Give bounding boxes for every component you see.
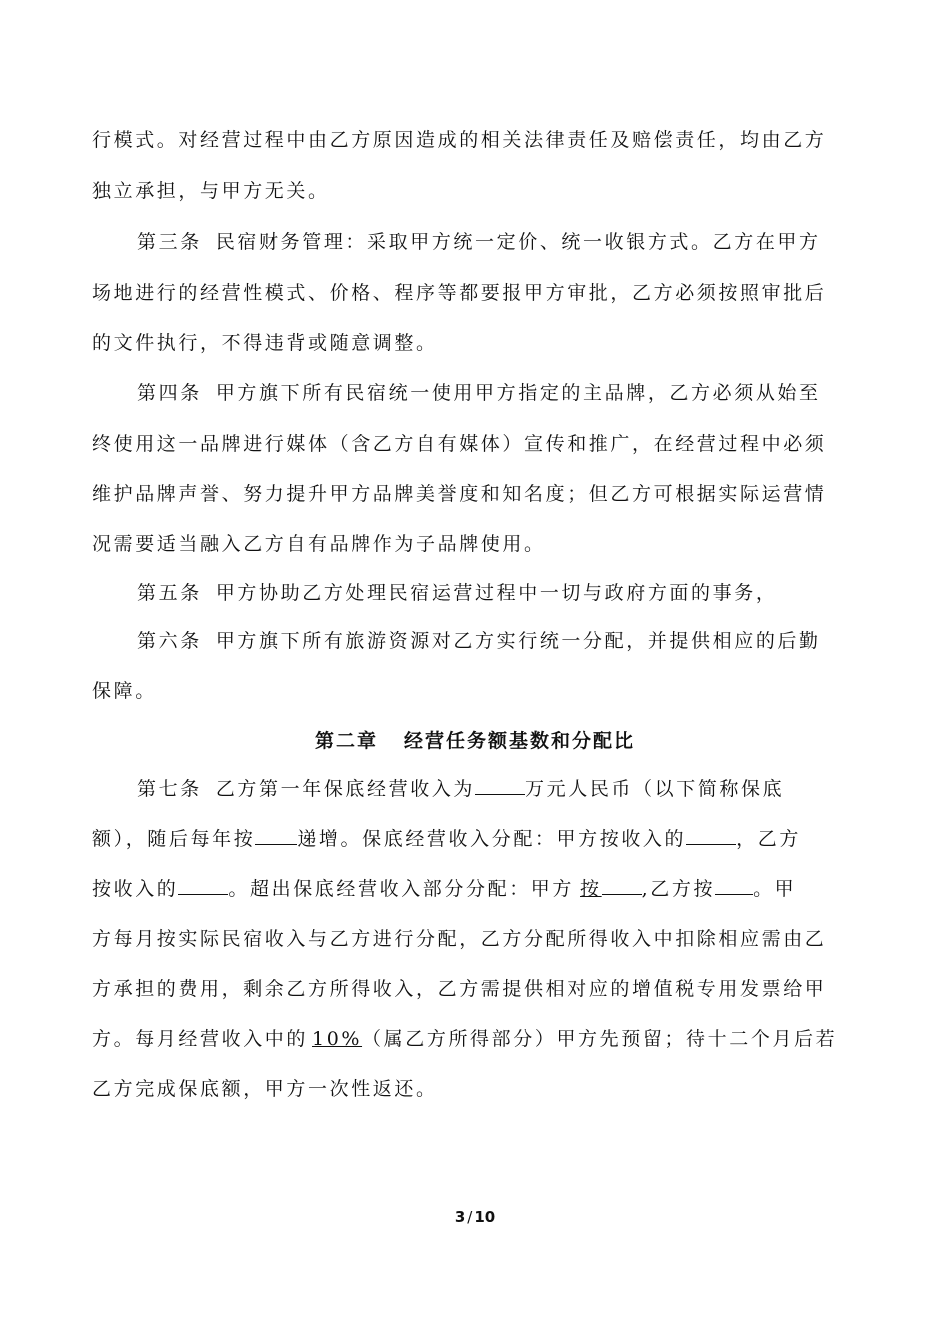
article-text: 。超出保底经营收入部分分配：甲方 [228, 878, 575, 900]
chapter-heading [0, 727, 950, 755]
paragraph-line: 况需要适当融入乙方自有品牌作为子品牌使用。 [92, 533, 546, 555]
paragraph-line: 行模式。对经营过程中由乙方原因造成的相关法律责任及赔偿责任，均由乙方 [92, 129, 827, 151]
paragraph-line: 维护品牌声誉、努力提升甲方品牌美誉度和知名度；但乙方可根据实际运营情 [92, 483, 827, 505]
article-text: 额），随后每年按 [92, 828, 256, 850]
article-text: 按收入的 [92, 878, 179, 900]
fill-in-blank[interactable] [178, 876, 228, 895]
article-text: 方。每月经营收入中的 [92, 1028, 309, 1050]
chapter-number: 第二章 [314, 730, 378, 752]
article-number: 第七条 [137, 778, 202, 800]
article-number: 第三条 [137, 231, 202, 253]
fill-in-blank[interactable] [475, 776, 525, 795]
fill-in-blank[interactable] [715, 876, 753, 895]
fill-in-blank[interactable] [255, 826, 297, 845]
paragraph-line: 独立承担，与甲方无关。 [92, 180, 330, 202]
total-pages: 10 [474, 1208, 496, 1226]
paragraph-line: 方承担的费用，剩余乙方所得收入，乙方需提供相对应的增值税专用发票给甲 [92, 978, 827, 1000]
paragraph-line [92, 825, 852, 853]
article-7-line [137, 775, 852, 803]
paragraph-line: 乙方完成保底额，甲方一次性返还。 [92, 1078, 438, 1100]
paragraph-line [92, 1025, 852, 1053]
percentage-value: 10% [312, 1028, 363, 1050]
paragraph-line: 场地进行的经营性模式、价格、程序等都要报甲方审批，乙方必须按照审批后 [92, 282, 827, 304]
article-text: 。甲 [753, 878, 797, 900]
article-6-line [137, 627, 852, 655]
article-text: 乙方第一年保底经营收入为 [215, 778, 476, 800]
article-text: 甲方旗下所有旅游资源对乙方实行统一分配，并提供相应的后勤 [215, 630, 821, 652]
article-text: 甲方旗下所有民宿统一使用甲方指定的主品牌，乙方必须从始至 [215, 382, 821, 404]
article-text: （属乙方所得部分）甲方先预留；待十二个月后若 [362, 1028, 838, 1050]
article-number: 第四条 [137, 382, 202, 404]
paragraph-line: 保障。 [92, 680, 157, 702]
article-text: 民宿财务管理：采取甲方统一定价、统一收银方式。乙方在甲方 [215, 231, 821, 253]
underlined-text: 按 [580, 878, 602, 900]
article-number: 第六条 [137, 630, 202, 652]
article-4-line [137, 379, 852, 407]
article-text: 万元人民币（以下简称保底 [525, 778, 785, 800]
paragraph-line: 方每月按实际民宿收入与乙方进行分配，乙方分配所得收入中扣除相应需由乙 [92, 928, 827, 950]
article-3-line [137, 228, 852, 256]
paragraph-line: 的文件执行，不得违背或随意调整。 [92, 332, 438, 354]
fill-in-blank[interactable] [686, 826, 736, 845]
current-page: 3 [454, 1208, 466, 1226]
chapter-title: 经营任务额基数和分配比 [404, 730, 636, 752]
page-separator: / [467, 1208, 473, 1226]
article-text: ,乙方按 [641, 878, 716, 900]
article-5-line [137, 579, 852, 607]
article-text: ，乙方 [736, 828, 801, 850]
fill-in-blank[interactable] [602, 876, 642, 895]
article-text: 甲方协助乙方处理民宿运营过程中一切与政府方面的事务， [215, 582, 778, 604]
article-number: 第五条 [137, 582, 202, 604]
paragraph-line [92, 875, 852, 903]
page-number [0, 1207, 950, 1227]
article-text: 递增。保底经营收入分配：甲方按收入的 [297, 828, 687, 850]
paragraph-line: 终使用这一品牌进行媒体（含乙方自有媒体）宣传和推广，在经营过程中必须 [92, 433, 827, 455]
